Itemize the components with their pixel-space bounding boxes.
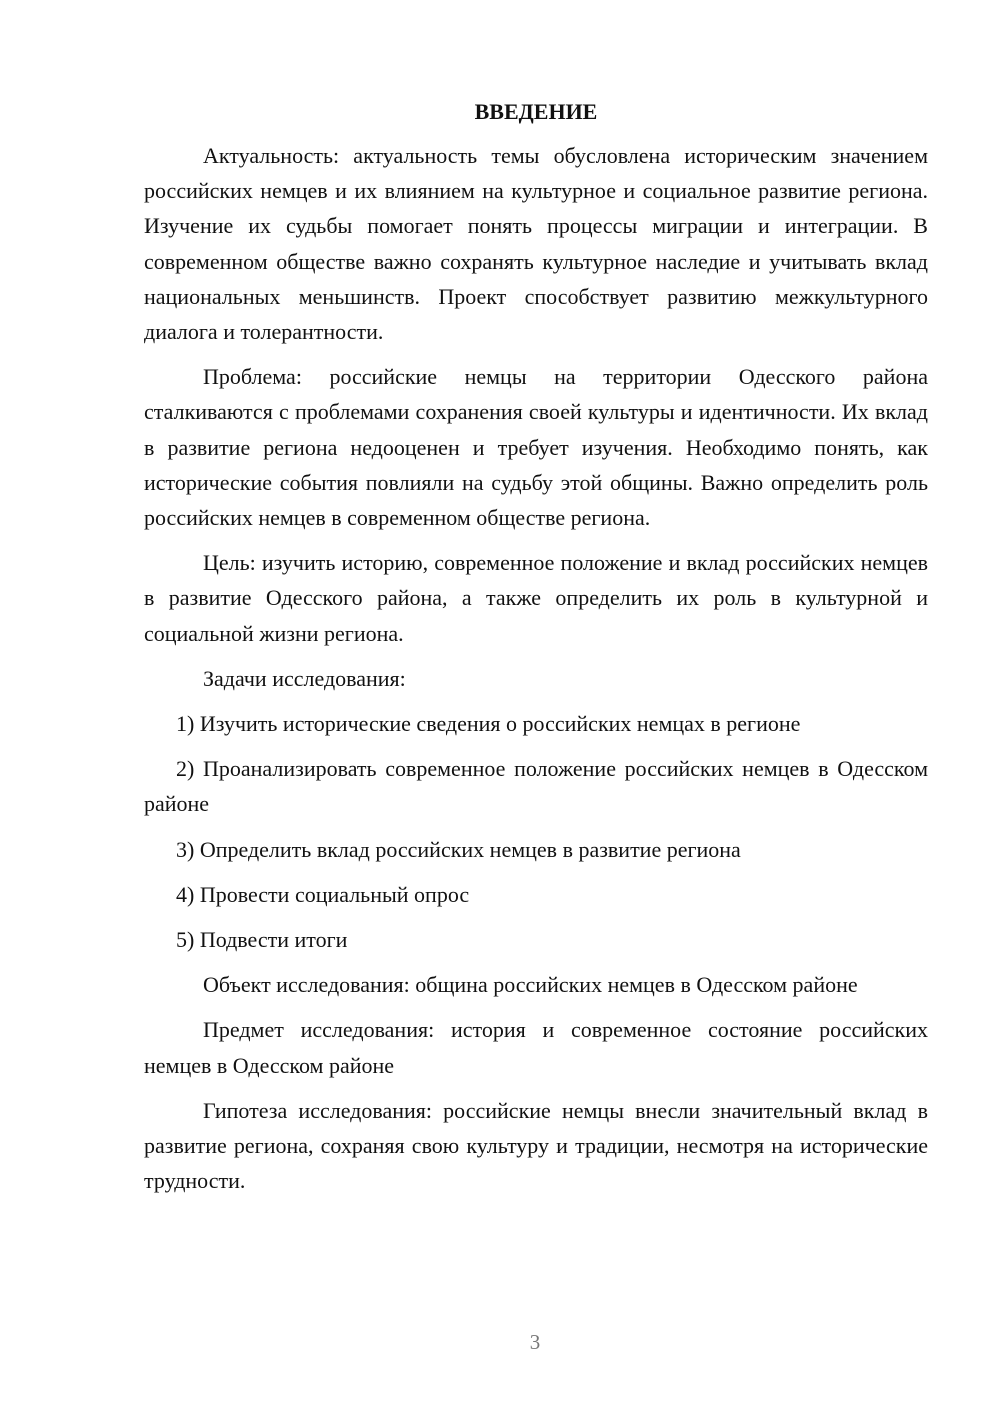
- hypothesis-paragraph: Гипотеза исследования: российские немцы внесли значительный вклад в развитие региона, сохраняя свою культуру и традиции, несмотря на исторические трудности.: [144, 1097, 928, 1194]
- task-item-2: 2) Проанализировать современное положение российских немцев в Одесском районе: [144, 756, 928, 817]
- goal-paragraph: Цель: изучить историю, современное положение и вклад российских немцев в развитие Одесского района, а также определить их роль в культурной и социальной жизни региона.: [144, 550, 928, 646]
- tasks-heading: Задачи исследования:: [203, 665, 406, 691]
- page-content: [144, 94, 928, 1198]
- object-paragraph: Объект исследования: община российских немцев в Одесском районе: [203, 972, 858, 998]
- task-item-1: 1) Изучить исторические сведения о российских немцах в регионе: [176, 711, 801, 737]
- relevance-paragraph: Актуальность: актуальность темы обусловлена историческим значением российских немцев и их влиянием на культурное и социальное развитие региона. Изучение их судьбы помогает понять процессы миграции и интеграции. В современном обществе важно сохранять культурное наследие и учитывать вклад национальных меньшинств. Проект способствует развитию межкультурного диалога и толерантности.: [144, 143, 928, 345]
- subject-paragraph: Предмет исследования: история и современное состояние российских немцев в Одесском районе: [144, 1017, 928, 1078]
- page-number: 3: [529, 1330, 541, 1354]
- task-item-5: 5) Подвести итоги: [176, 927, 348, 953]
- page-title: ВВЕДЕНИЕ: [474, 99, 598, 124]
- problem-paragraph: Проблема: российские немцы на территории Одесского района сталкиваются с проблемами сохранения своей культуры и идентичности. Их вклад в развитие региона недооценен и требует изучения. Необходимо понять, как исторические события повлияли на судьбу этой общины. Важно определить роль российских немцев в современном обществе региона.: [144, 364, 928, 531]
- task-item-4: 4) Провести социальный опрос: [176, 881, 470, 907]
- task-item-3: 3) Определить вклад российских немцев в развитие региона: [176, 836, 741, 862]
